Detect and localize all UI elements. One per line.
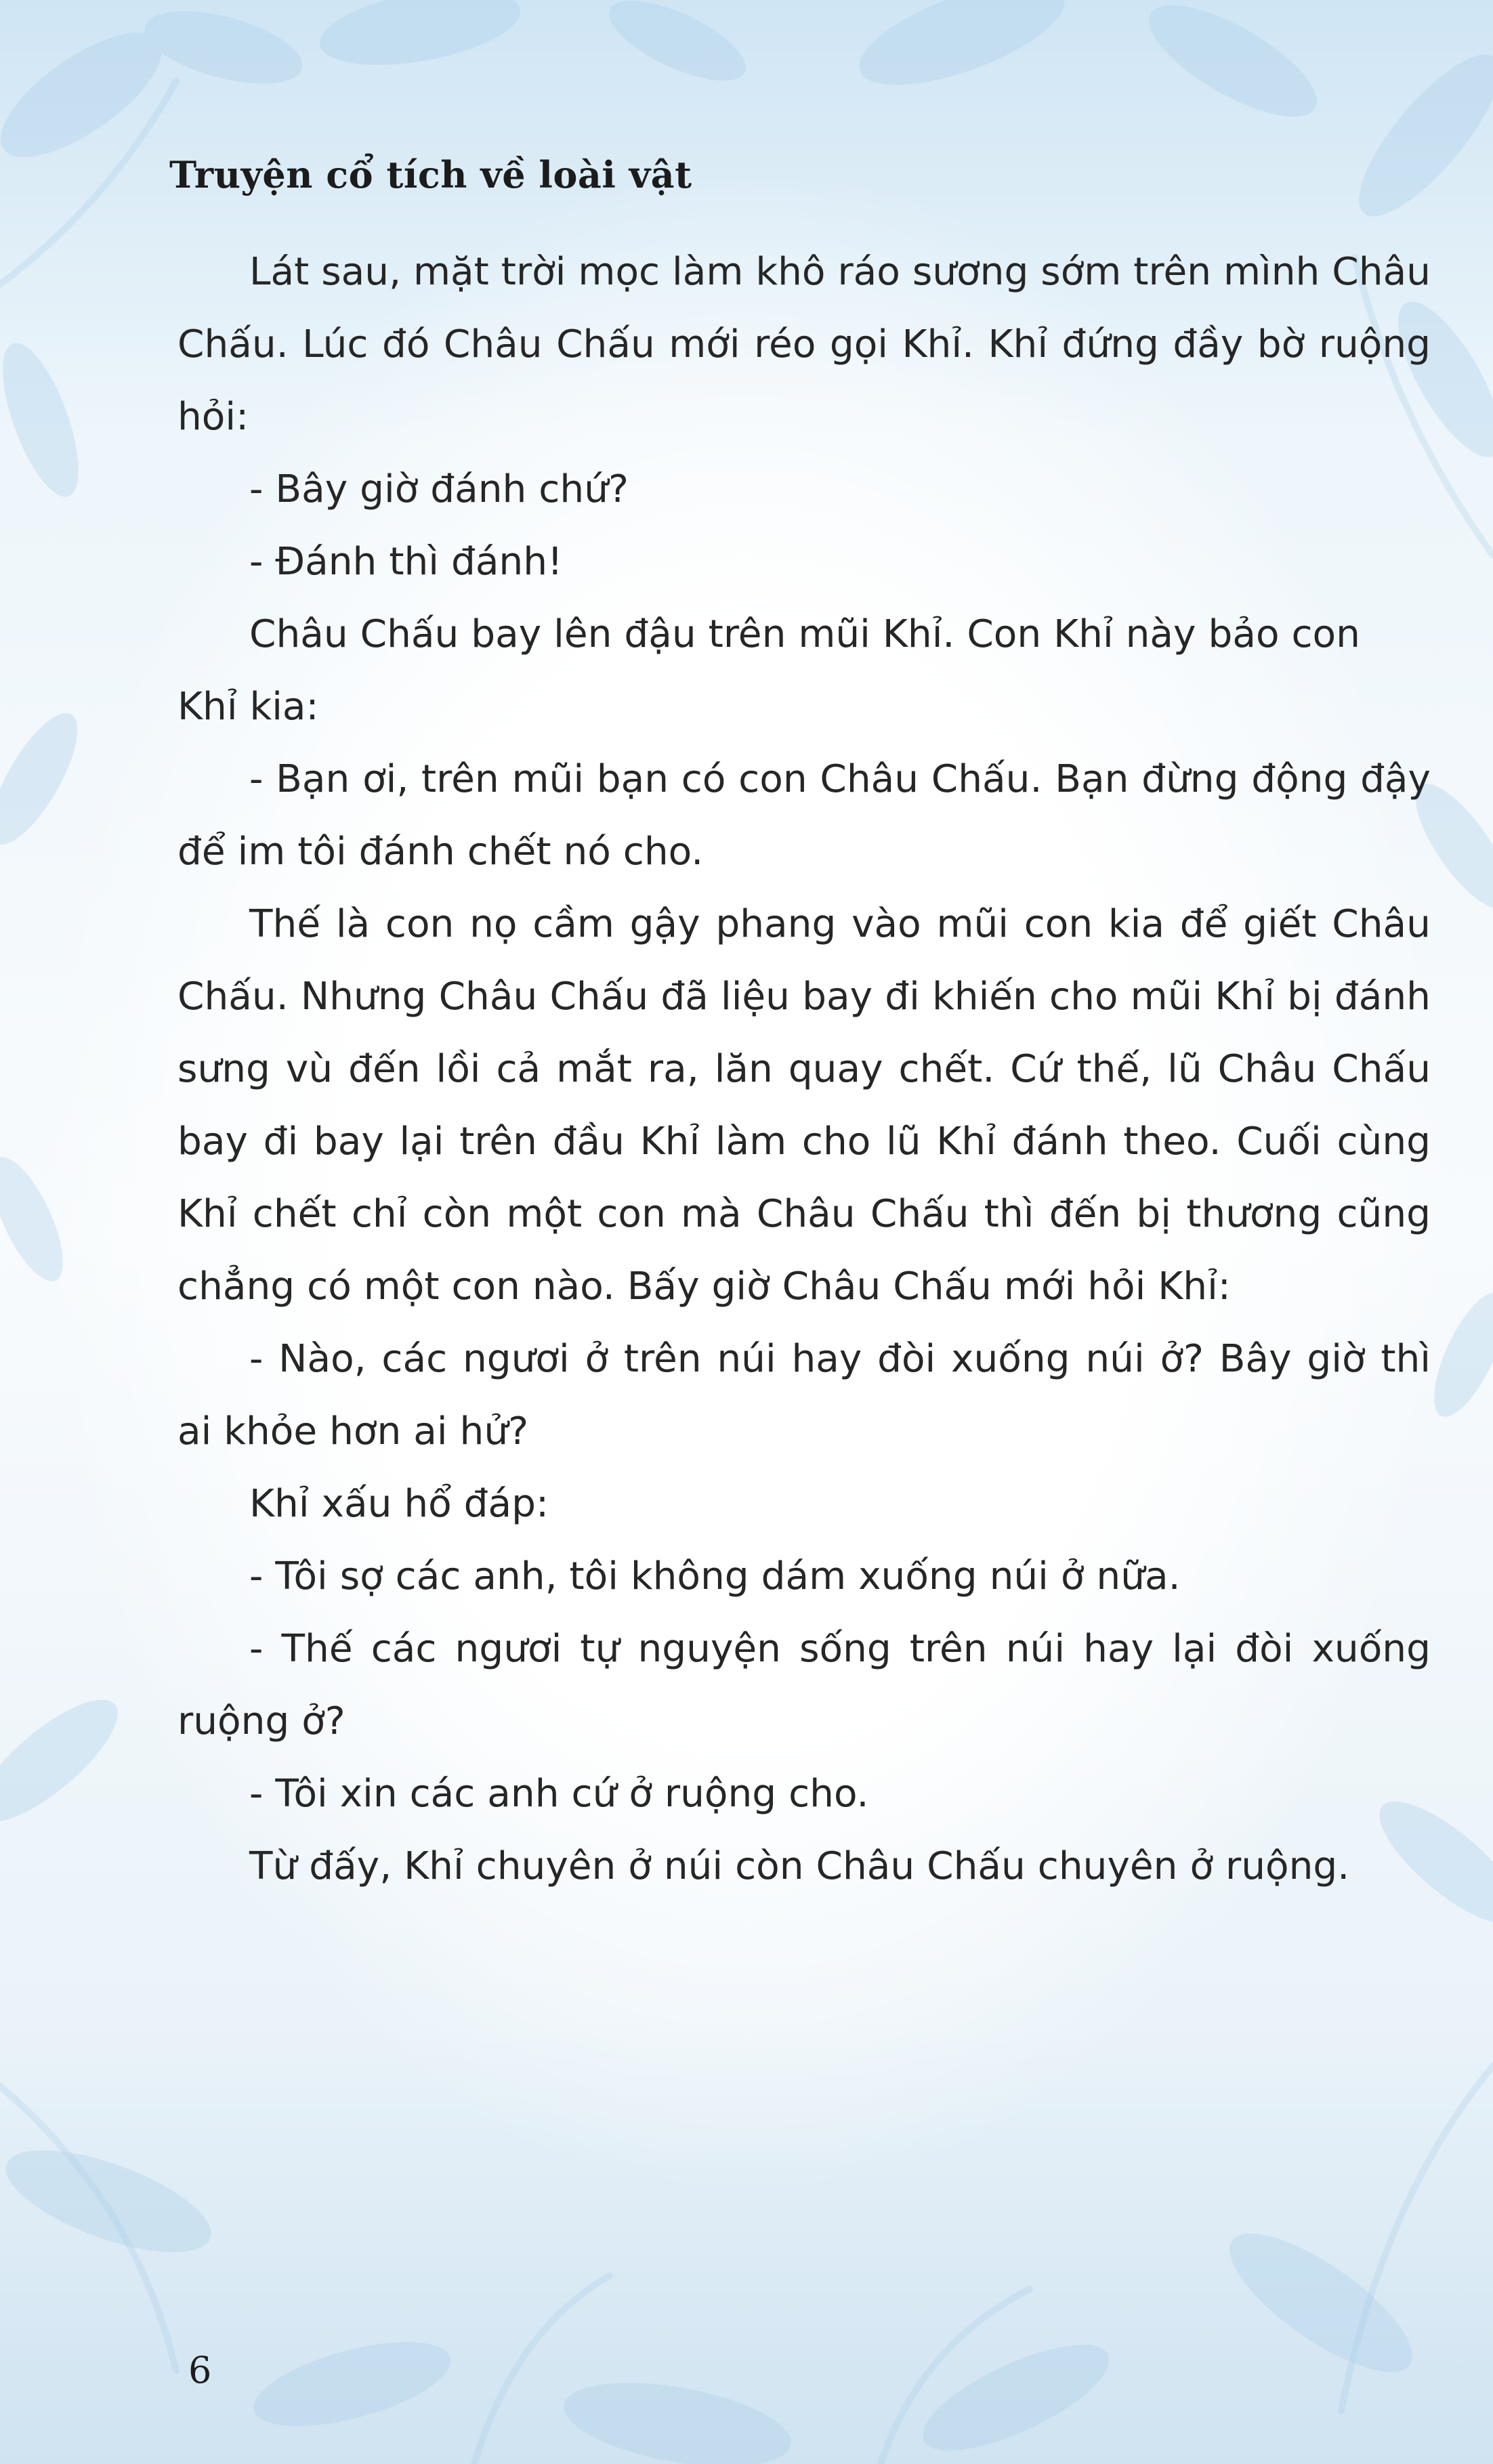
paragraph: - Tôi xin các anh cứ ở ruộng cho. [249,1772,869,1816]
paragraph: - Thế các ngươi tự nguyện sống trên núi hay lại đòi xuống ruộng ở? [177,1627,1431,1743]
running-head: Truyện cổ tích về loài vật [169,153,692,196]
paragraph: Châu Chấu bay lên đậu trên mũi Khỉ. Con Khỉ này bảo con Khỉ kia: [177,612,1360,729]
paragraph: Từ đấy, Khỉ chuyên ở núi còn Châu Chấu chuyên ở ruộng. [249,1844,1350,1888]
paragraph: - Bây giờ đánh chứ? [249,467,629,511]
paragraph: - Tôi sợ các anh, tôi không dám xuống núi ở nữa. [249,1554,1181,1598]
paragraph: - Nào, các ngươi ở trên núi hay đòi xuống núi ở? Bây giờ thì ai khỏe hơn ai hử? [177,1337,1431,1453]
page-number: 6 [188,2349,212,2392]
paragraph: Lát sau, mặt trời mọc làm khô ráo sương sớm trên mình Châu Chấu. Lúc đó Châu Chấu mới réo gọi Khỉ. Khỉ đứng đầy bờ ruộng hỏi: [177,250,1431,439]
paragraph: Khỉ xấu hổ đáp: [249,1482,549,1526]
story-text [177,236,1431,1903]
paragraph: Thế là con nọ cầm gậy phang vào mũi con kia để giết Châu Chấu. Nhưng Châu Chấu đã liệu bay đi khiến cho mũi Khỉ bị đánh sưng vù đến lồi cả mắt ra, lăn quay chết. Cứ thế, lũ Châu Chấu bay đi bay lại trên đầu Khỉ làm cho lũ Khỉ đánh theo. Cuối cùng Khỉ chết chỉ còn một con mà Châu Chấu thì đến bị thương cũng chẳng có một con nào. Bấy giờ Châu Chấu mới hỏi Khỉ: [177,902,1431,1309]
paragraph: - Đánh thì đánh! [249,540,563,584]
paragraph: - Bạn ơi, trên mũi bạn có con Châu Chấu. Bạn đừng động đậy để im tôi đánh chết nó cho. [177,757,1431,874]
